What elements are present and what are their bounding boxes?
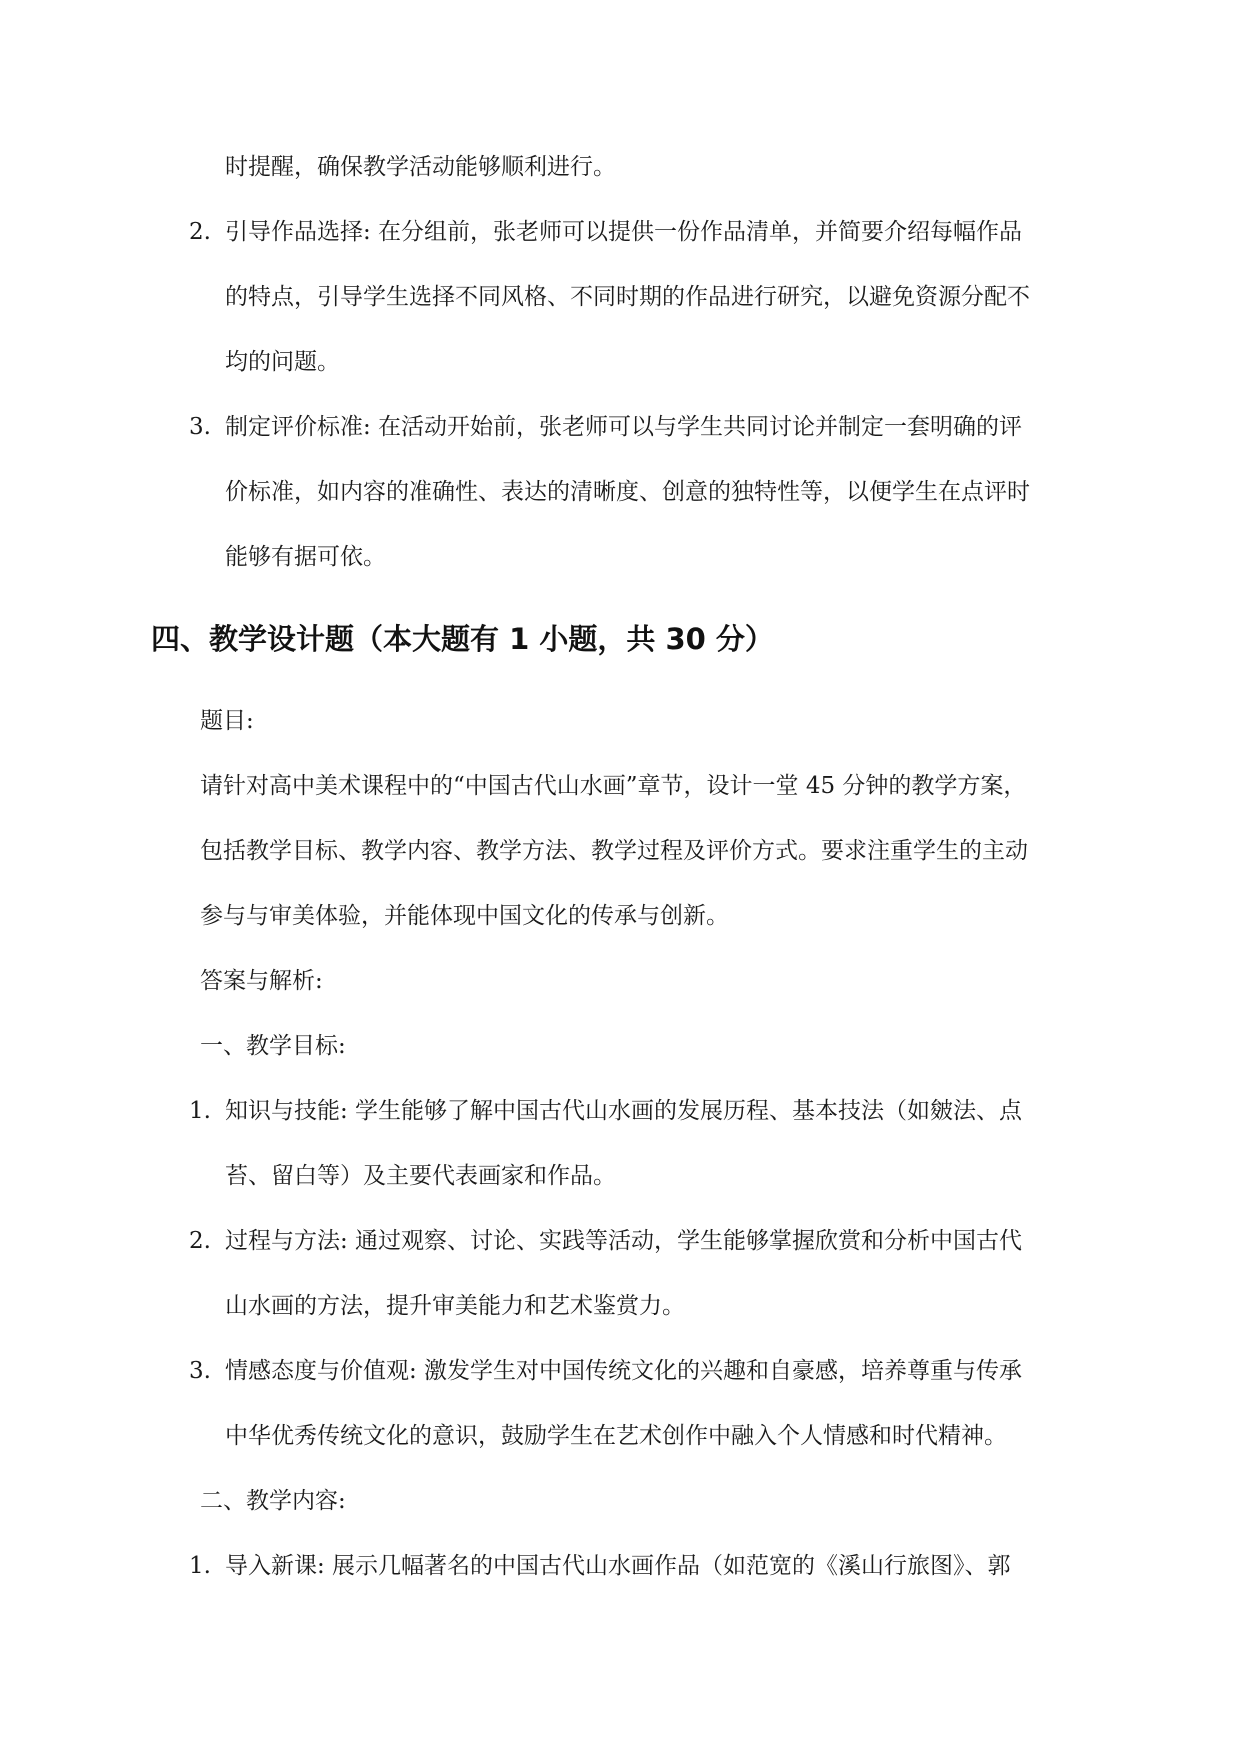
question-line: 请针对高中美术课程中的“中国古代山水画”章节，设计一堂 45 分钟的教学方案， [200,773,1027,799]
section-heading: 四、教学设计题（本大题有 1 小题，共 30 分） [151,622,774,656]
list-item-line: 中华优秀传统文化的意识，鼓励学生在艺术创作中融入个人情感和时代精神。 [225,1423,1007,1449]
list-item-line: 山水画的方法，提升审美能力和艺术鉴赏力。 [225,1293,685,1319]
question-label: 题目: [200,708,254,734]
list-item-line: 能够有据可依。 [225,544,386,570]
question-line: 参与与审美体验，并能体现中国文化的传承与创新。 [200,903,729,929]
list-item-line: 情感态度与价值观: 激发学生对中国传统文化的兴趣和自豪感，培养尊重与传承 [225,1358,1023,1384]
part-title: 一、教学目标: [200,1033,346,1059]
list-number: 1. [189,1098,211,1124]
question-line: 包括教学目标、教学内容、教学方法、教学过程及评价方式。要求注重学生的主动 [200,838,1028,864]
list-item-line: 引导作品选择: 在分组前，张老师可以提供一份作品清单，并简要介绍每幅作品 [225,219,1023,245]
list-number: 3. [189,414,211,440]
list-item-line: 导入新课: 展示几幅著名的中国古代山水画作品（如范宽的《溪山行旅图》、郭 [225,1553,1011,1579]
list-item-line: 的特点，引导学生选择不同风格、不同时期的作品进行研究，以避免资源分配不 [225,284,1030,310]
list-number: 2. [189,219,211,245]
answer-label: 答案与解析: [200,968,323,994]
list-item-line: 价标准，如内容的准确性、表达的清晰度、创意的独特性等，以便学生在点评时 [225,479,1030,505]
list-item-line: 制定评价标准: 在活动开始前，张老师可以与学生共同讨论并制定一套明确的评 [225,414,1023,440]
list-item-line: 知识与技能: 学生能够了解中国古代山水画的发展历程、基本技法（如皴法、点 [225,1098,1023,1124]
list-item-line: 过程与方法: 通过观察、讨论、实践等活动，学生能够掌握欣赏和分析中国古代 [225,1228,1023,1254]
list-item-continuation: 时提醒，确保教学活动能够顺利进行。 [225,154,616,180]
part-title: 二、教学内容: [200,1488,346,1514]
list-item-line: 均的问题。 [225,349,340,375]
list-number: 3. [189,1358,211,1384]
list-number: 1. [189,1553,211,1579]
list-item-line: 苔、留白等）及主要代表画家和作品。 [225,1163,616,1189]
list-number: 2. [189,1228,211,1254]
